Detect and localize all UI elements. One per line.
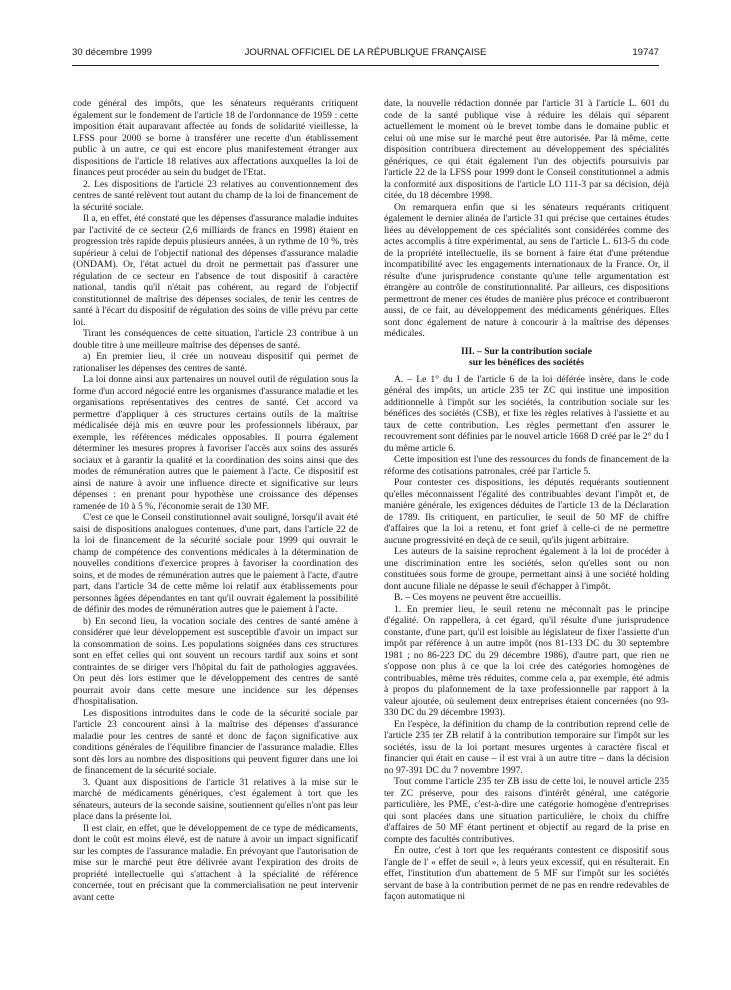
paragraph: 3. Quant aux dispositions de l'article 31 relatives à la mise sur le marché de médicaments génériques, c'est également à tort que les sénateurs, auteurs de la seconde saisine, soutiennent qu'elles n'ont pas leur place dans la présente loi.: [73, 776, 358, 822]
header-rule: [72, 65, 659, 66]
paragraph: Les dispositions introduites dans le code de la sécurité sociale par l'article 23 concourent ainsi à la maîtrise des dépenses d'assurance maladie pour les centres de santé et donc de façon significative aux conditions générales de l'équilibre financier de l'assurance maladie. Elles sont dès lors au nombre des dispositions qui peuvent figurer dans une loi de financement de la sécurité sociale.: [73, 707, 358, 776]
paragraph: En outre, c'est à tort que les requérants contestent ce dispositif sous l'angle de l' « effet de seuil », à leurs yeux excessif, qui en résulterait. En effet, l'institution d'un abattement de 5 MF sur l'impôt sur les sociétés servant de base à la contribution permet de ne pas en rendre redevables de façon automatique ni: [384, 845, 669, 902]
paragraph: C'est ce que le Conseil constitutionnel avait souligné, lorsqu'il avait été saisi de dispositions analogues contenues, d'une part, dans l'article 22 de la loi de financement de la sécurité sociale pour 1999 qui ouvrait le champ de compétence des conventions médicales à la détermination de nouvelles conditions d'exercice propres à favoriser la coordination des soins, et de modes de rémunération autres que le paiement à l'acte, d'autre part, dans l'article 34 de cette même loi relatif aux établissements pour personnes âgées dépendantes en tant qu'il ouvrait également la possibilité de définir des modes de rémunération autres que le paiement à l'acte.: [73, 512, 358, 615]
paragraph: La loi donne ainsi aux partenaires un nouvel outil de régulation sous la forme d'un accord négocié entre les organismes d'assurance maladie et les organisations représentatives des centres de santé. Cet accord va permettre d'appliquer à ces structures certains outils de la maîtrise médicalisée déjà mis en œuvre pour les professionnels libéraux, par exemple, les références médicales opposables. Il pourra également déterminer les mesures propres à favoriser l'accès aux soins des assurés sociaux et à garantir la qualité et la coordination des soins ainsi que des modes de rémunération autres que le paiement à l'acte. Ce dispositif est ainsi de nature à avoir une influence directe et significative sur leurs dépenses : en prenant pour hypothèse une croissance des dépenses ramenée de 10 à 5 %, l'économie serait de 130 MF.: [73, 374, 358, 512]
paragraph: 2. Les dispositions de l'article 23 relatives au conventionnement des centres de santé relèvent tout autant du champ de la loi de financement de la sécurité sociale.: [73, 178, 358, 213]
paragraph: code général des impôts, que les sénateurs requérants critiquent également sur le fondement de l'article 18 de l'ordonnance de 1959 : cette imposition était auparavant affectée au fonds de solidarité vieillesse, la LFSS pour 2000 se borne à transférer une recette d'un établissement public à un autre, ce qui est encore plus manifestement étranger aux dispositions de l'article 18 relatives aux affectations auxquelles la loi de finances peut procéder au sein du budget de l'Etat.: [73, 98, 358, 178]
paragraph: En l'espèce, la définition du champ de la contribution reprend celle de l'article 235 ter ZB relatif à la contribution temporaire sur l'impôt sur les sociétés, issu de la loi portant mesures urgentes à caractère fiscal et financier qui était en cause – il est vrai à un autre titre – dans la décision no 97-391 DC du 7 novembre 1997.: [384, 718, 669, 776]
right-column: [384, 98, 669, 980]
paragraph: On remarquera enfin que si les sénateurs requérants critiquent également le dernier alinéa de l'article 31 qui précise que certaines études liées au développement de ces spécialités sont considérées comme des actes accomplis à titre expérimental, au sens de l'article L. 613-5 du code de la propriété intellectuelle, ils se bornent à faire état d'une prétendue incompatibilité avec les engagements internationaux de la France. Or, il résulte d'une jurisprudence constante qu'une telle argumentation est étrangère au contrôle de constitutionnalité. Par ailleurs, ces dispositions permettront de mener ces études de manière plus précoce et contribueront aussi, de ce fait, au développement des médicaments génériques. Elles sont donc également de nature à concourir à la maîtrise des dépenses médicales.: [384, 201, 669, 339]
issue-date: 30 décembre 1999: [72, 47, 153, 58]
paragraph: B. – Ces moyens ne peuvent être accueillis.: [394, 592, 562, 603]
section-heading: III. – Sur la contribution sociale sur les bénéfices des sociétés: [461, 345, 592, 368]
paragraph: Il a, en effet, été constaté que les dépenses d'assurance maladie induites par l'activité de ce secteur (2,6 milliards de francs en 1998) étaient en progression très rapide depuis plusieurs années, à un rythme de 10 %, très supérieur à celui de l'objectif national des dépenses d'assurance maladie (ONDAM). Or, l'état actuel du droit ne permettait pas d'assurer une régulation de ce secteur en l'absence de tout dispositif à caractère national, tandis qu'il n'était pas cohérent, au regard de l'objectif constitutionnel de maîtrise des dépenses sociales, de tenir les centres de santé à l'écart du dispositif de régulation des soins de ville prévu par cette loi.: [73, 213, 358, 328]
paragraph: date, la nouvelle rédaction donnée par l'article 31 à l'article L. 601 du code de la santé publique vise à réduire les délais qui séparent actuellement le moment où le brevet tombe dans le domaine public et celui où une mise sur le marché peut être autorisée. Par là même, cette disposition contribuera directement au développement des spécialités génériques, ce qui était également l'un des objectifs poursuivis par l'article 22 de la LFSS pour 1999 dont le Conseil constitutionnel a admis la conformité aux dispositions de l'article LO 111-3 par sa décision, déjà citée, du 18 décembre 1998.: [384, 98, 669, 201]
journal-title: JOURNAL OFFICIEL DE LA RÉPUBLIQUE FRANÇAISE: [244, 47, 487, 58]
paragraph: Il est clair, en effet, que le développement de ce type de médicaments, dont le coût est moins élevé, est de nature à avoir un impact significatif sur les comptes de l'assurance maladie. En prévoyant que l'autorisation de mise sur le marché peut être délivrée avant l'expiration des droits de propriété intellectuelle qui s'attachent à la spécialité de référence concernée, tout en précisant que la commercialisation ne peut intervenir avant cette: [73, 822, 358, 903]
paragraph: 1. En premier lieu, le seuil retenu ne méconnaît pas le principe d'égalité. On rappellera, à cet égard, qu'il résulte d'une jurisprudence constante, d'une part, qu'il est loisible au législateur de fixer l'assiette d'un impôt par référence à un autre impôt (nos 81-133 DC du 30 septembre 1981 ; no 86-223 DC du 29 décembre 1986), d'autre part, que rien ne s'oppose non plus à ce que la loi crée des catégories homogènes de contribuables, même très réduites, comme cela a, par exemple, été admis à propos du plafonnement de la taxe professionnelle par rapport à la valeur ajoutée, où seulement deux entreprises étaient concernées (no 93-330 DC du 29 décembre 1993).: [384, 603, 669, 718]
left-column: [73, 98, 358, 980]
paragraph: b) En second lieu, la vocation sociale des centres de santé amène à considérer que leur développement est susceptible d'avoir un impact sur la consommation de soins. Les populations soignées dans ces structures sont en effet celles qui ont souvent un recours tardif aux soins et sont contraintes de se diriger vers l'hôpital du fait de pathologies aggravées. On peut dès lors estimer que le développement des centres de santé pourrait avoir dans cette mesure une incidence sur les dépenses d'hospitalisation.: [73, 615, 358, 707]
paragraph: Cette imposition est l'une des ressources du fonds de financement de la réforme des cotisations patronales, créé par l'article 5.: [384, 454, 669, 477]
paragraph: a) En premier lieu, il crée un nouveau dispositif qui permet de rationaliser les dépenses des centres de santé.: [73, 351, 358, 374]
page-number: 19747: [632, 47, 659, 58]
page-header: [72, 47, 659, 63]
paragraph: Pour contester ces dispositions, les députés requérants soutiennent qu'elles méconnaissent l'égalité des contribuables devant l'impôt et, de manière générale, les exigences déduites de l'article 13 de la Déclaration de 1789. Ils critiquent, en particulier, le seuil de 50 MF de chiffre d'affaires que la loi a retenu, et font grief à celle-ci de ne permettre aucune progressivité en deçà de ce seuil, qu'ils jugent arbitraire.: [384, 477, 669, 546]
paragraph: Les auteurs de la saisine reprochent également à la loi de procéder à une discrimination entre les sociétés, selon qu'elles sont ou non constituées sous forme de groupe, permettant ainsi à une société holding dont aucune filiale ne dépasse le seuil d'échapper à l'impôt.: [384, 546, 669, 592]
paragraph: Tout comme l'article 235 ter ZB issu de cette loi, le nouvel article 235 ter ZC préserve, pour des raisons d'intérêt général, une catégorie particulière, les PME, c'est-à-dire une catégorie homogène d'entreprises qui sont placées dans une situation particulière, le choix du chiffre d'affaires de 50 MF étant pertinent et objectif au regard de la prise en compte des facultés contributives.: [384, 776, 669, 845]
paragraph: Tirant les conséquences de cette situation, l'article 23 contribue à un double titre à une meilleure maîtrise des dépenses de santé.: [73, 328, 358, 351]
paragraph: A. – Le 1° du I de l'article 6 de la loi déférée insère, dans le code général des impôts, un article 235 ter ZC qui institue une imposition additionnelle à l'impôt sur les sociétés, la contribution sociale sur les bénéfices des sociétés (CSB), et fixe les règles relatives à l'assiette et au taux de cette contribution. Les règles permettant d'en assurer le recouvrement sont définies par le nouvel article 1668 D créé par le 2° du I du même article 6.: [384, 373, 669, 454]
